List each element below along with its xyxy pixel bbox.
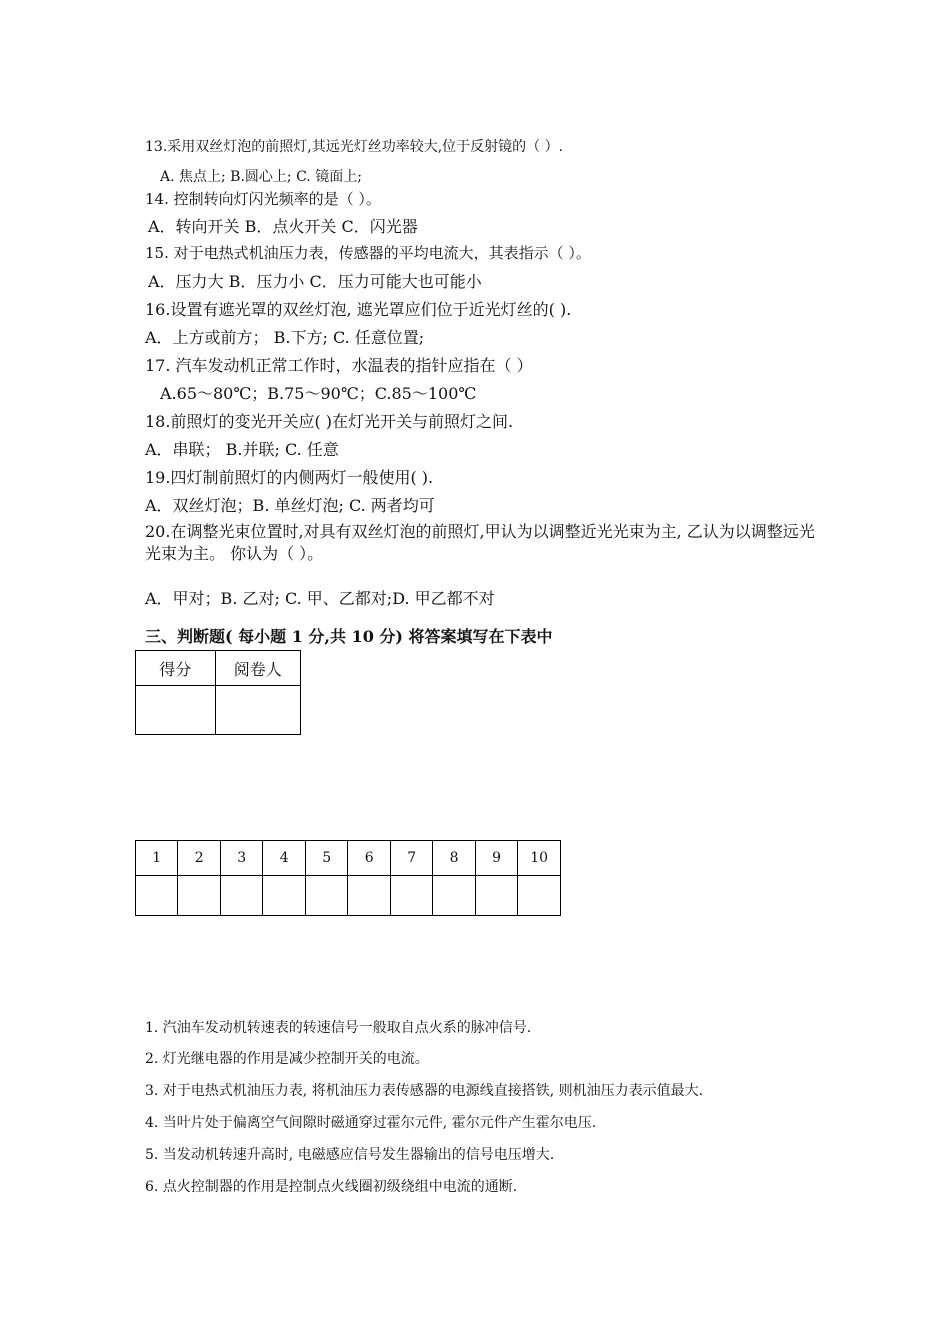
section-title-true-false: 三、判断题( 每小题 1 分,共 10 分) 将答案填写在下表中 bbox=[145, 627, 553, 646]
answer-number: 7 bbox=[390, 841, 432, 876]
answer-cell[interactable] bbox=[220, 876, 262, 916]
answer-cell[interactable] bbox=[348, 876, 390, 916]
question-13: 13.采用双丝灯泡的前照灯,其远光灯丝功率较大,位于反射镜的（ ）. bbox=[145, 139, 564, 155]
grader-cell[interactable] bbox=[215, 686, 300, 735]
score-table bbox=[135, 650, 301, 735]
answer-cell[interactable] bbox=[518, 876, 561, 916]
score-header: 得分 bbox=[136, 651, 216, 686]
tf-question-2: 2. 灯光继电器的作用是减少控制开关的电流。 bbox=[145, 1051, 429, 1067]
answer-number: 10 bbox=[518, 841, 561, 876]
question-18: 18.前照灯的变光开关应( )在灯光开关与前照灯之间. bbox=[145, 412, 514, 431]
question-19: 19.四灯制前照灯的内侧两灯一般使用( ). bbox=[145, 468, 434, 487]
answer-cell[interactable] bbox=[263, 876, 305, 916]
question-14: 14. 控制转向灯闪光频率的是（ ）。 bbox=[145, 190, 381, 208]
answer-number: 3 bbox=[220, 841, 262, 876]
question-20: 20.在调整光束位置时,对具有双丝灯泡的前照灯,甲认为以调整近光光束为主, 乙认为以调整远光光束为主。 你认为（ ）。 bbox=[145, 522, 815, 563]
question-19-options: A．双丝灯泡；B. 单丝灯泡; C. 两者均可 bbox=[145, 496, 435, 515]
answer-cell[interactable] bbox=[433, 876, 475, 916]
question-16: 16.设置有遮光罩的双丝灯泡, 遮光罩应们位于近光灯丝的( ). bbox=[145, 300, 572, 319]
question-14-options: A．转向开关 B．点火开关 C．闪光器 bbox=[148, 217, 418, 236]
tf-question-4: 4. 当叶片处于偏离空气间隙时磁通穿过霍尔元件, 霍尔元件产生霍尔电压. bbox=[145, 1115, 597, 1131]
tf-question-5: 5. 当发动机转速升高时, 电磁感应信号发生器输出的信号电压增大. bbox=[145, 1147, 555, 1163]
tf-question-3: 3. 对于电热式机油压力表, 将机油压力表传感器的电源线直接搭铁, 则机油压力表示值最大. bbox=[145, 1083, 704, 1099]
question-18-options: A．串联； B.并联; C. 任意 bbox=[145, 440, 339, 459]
tf-question-1: 1. 汽油车发动机转速表的转速信号一般取自点火系的脉冲信号. bbox=[145, 1020, 532, 1036]
answer-number: 5 bbox=[305, 841, 347, 876]
grader-header: 阅卷人 bbox=[215, 651, 300, 686]
question-16-options: A．上方或前方； B.下方; C. 任意位置; bbox=[145, 328, 425, 347]
answer-number: 9 bbox=[475, 841, 517, 876]
tf-question-6: 6. 点火控制器的作用是控制点火线圈初级绕组中电流的通断. bbox=[145, 1179, 518, 1195]
answer-cell[interactable] bbox=[178, 876, 220, 916]
answer-number: 2 bbox=[178, 841, 220, 876]
answer-table bbox=[135, 840, 561, 916]
answer-cell[interactable] bbox=[475, 876, 517, 916]
question-15-options: A．压力大 B．压力小 C．压力可能大也可能小 bbox=[148, 272, 482, 291]
answer-number: 4 bbox=[263, 841, 305, 876]
answer-cell[interactable] bbox=[305, 876, 347, 916]
score-cell[interactable] bbox=[136, 686, 216, 735]
answer-cell[interactable] bbox=[390, 876, 432, 916]
answer-number: 6 bbox=[348, 841, 390, 876]
answer-number: 8 bbox=[433, 841, 475, 876]
question-20-options: A．甲对；B. 乙对; C. 甲、乙都对;D. 甲乙都不对 bbox=[145, 589, 495, 608]
question-17: 17. 汽车发动机正常工作时，水温表的指针应指在（ ） bbox=[145, 356, 533, 375]
question-13-options: A. 焦点上; B.圆心上; C. 镜面上; bbox=[160, 169, 362, 185]
question-15: 15. 对于电热式机油压力表，传感器的平均电流大，其表指示（ ）。 bbox=[145, 244, 591, 262]
answer-number: 1 bbox=[136, 841, 178, 876]
question-17-options: A.65～80℃；B.75～90℃；C.85～100℃ bbox=[160, 384, 477, 403]
answer-cell[interactable] bbox=[136, 876, 178, 916]
